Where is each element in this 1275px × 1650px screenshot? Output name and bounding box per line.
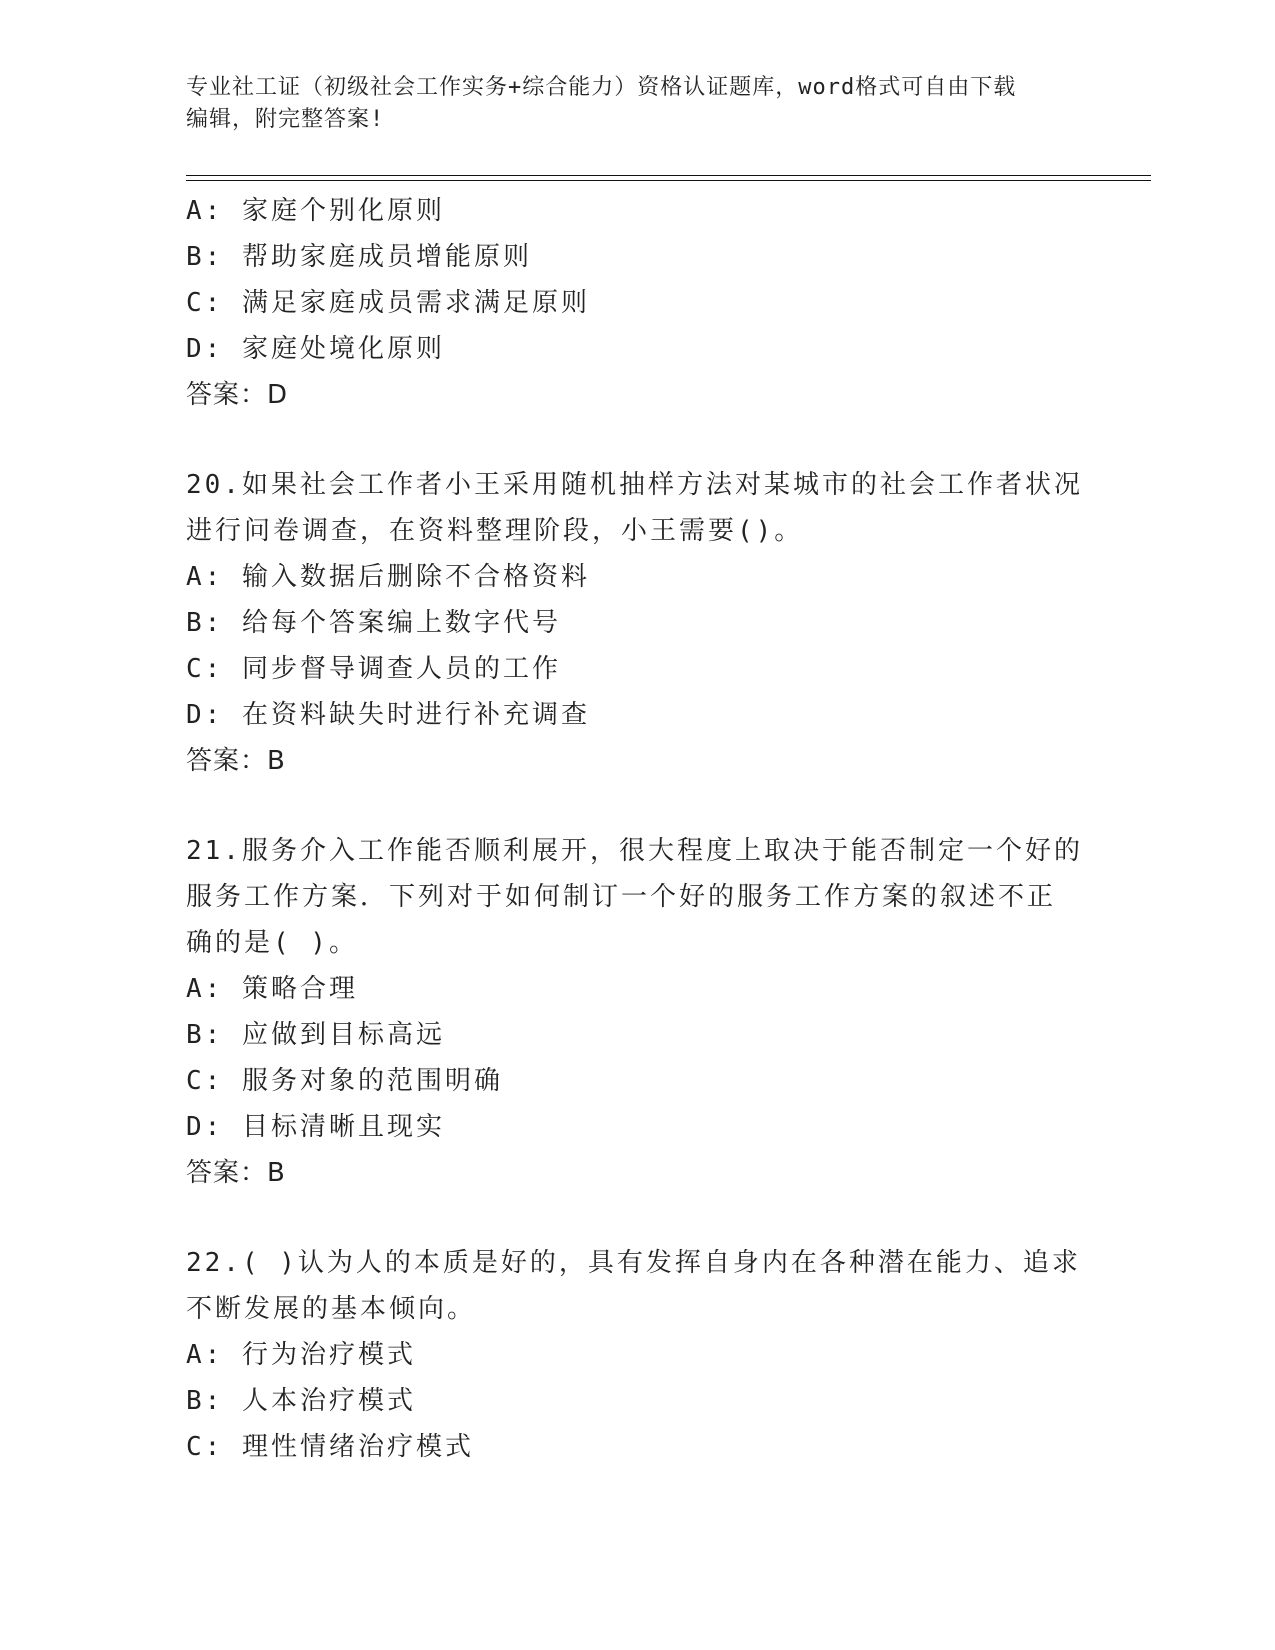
header-line-2: 编辑，附完整答案! [186, 107, 385, 132]
question-block-19 [186, 188, 1086, 418]
question-stem-line: 确的是( )。 [186, 928, 358, 958]
option-c: C: 服务对象的范围明确 [186, 1066, 503, 1096]
question-stem-line: 22.( )认为人的本质是好的，具有发挥自身内在各种潜在能力、追求 [186, 1248, 1081, 1278]
spacer [186, 1196, 1086, 1240]
question-block-22 [186, 1240, 1086, 1470]
option-d: D: 目标清晰且现实 [186, 1112, 445, 1142]
answer-text: 答案：D [186, 380, 289, 410]
question-block-21 [186, 828, 1086, 1196]
question-stem-line: 20.如果社会工作者小王采用随机抽样方法对某城市的社会工作者状况 [186, 470, 1083, 500]
option-b: B: 人本治疗模式 [186, 1386, 416, 1416]
option-b: B: 应做到目标高远 [186, 1020, 445, 1050]
question-list [186, 188, 1086, 1470]
option-c: C: 理性情绪治疗模式 [186, 1432, 474, 1462]
option-c: C: 满足家庭成员需求满足原则 [186, 288, 590, 318]
header-divider-top [186, 175, 1151, 176]
answer-text: 答案：B [186, 1158, 286, 1188]
option-a: A: 家庭个别化原则 [186, 196, 445, 226]
option-a: A: 输入数据后删除不合格资料 [186, 562, 590, 592]
option-b: B: 给每个答案编上数字代号 [186, 608, 561, 638]
option-d: D: 在资料缺失时进行补充调查 [186, 700, 590, 730]
question-stem-line: 服务工作方案．下列对于如何制订一个好的服务工作方案的叙述不正 [186, 882, 1057, 912]
option-a: A: 行为治疗模式 [186, 1340, 416, 1370]
option-d: D: 家庭处境化原则 [186, 334, 445, 364]
question-stem-line: 不断发展的基本倾向。 [186, 1294, 477, 1324]
option-a: A: 策略合理 [186, 974, 358, 1004]
question-stem-line: 21.服务介入工作能否顺利展开，很大程度上取决于能否制定一个好的 [186, 836, 1083, 866]
header-divider-bottom [186, 180, 1151, 181]
spacer [186, 784, 1086, 828]
spacer [186, 418, 1086, 462]
answer-text: 答案：B [186, 746, 286, 776]
header-line-1: 专业社工证（初级社会工作实务+综合能力）资格认证题库，word格式可自由下载 [186, 75, 1017, 100]
question-block-20 [186, 462, 1086, 784]
option-c: C: 同步督导调查人员的工作 [186, 654, 561, 684]
document-header [186, 72, 1086, 136]
question-stem-line: 进行问卷调查，在资料整理阶段，小王需要()。 [186, 516, 804, 546]
option-b: B: 帮助家庭成员增能原则 [186, 242, 532, 272]
